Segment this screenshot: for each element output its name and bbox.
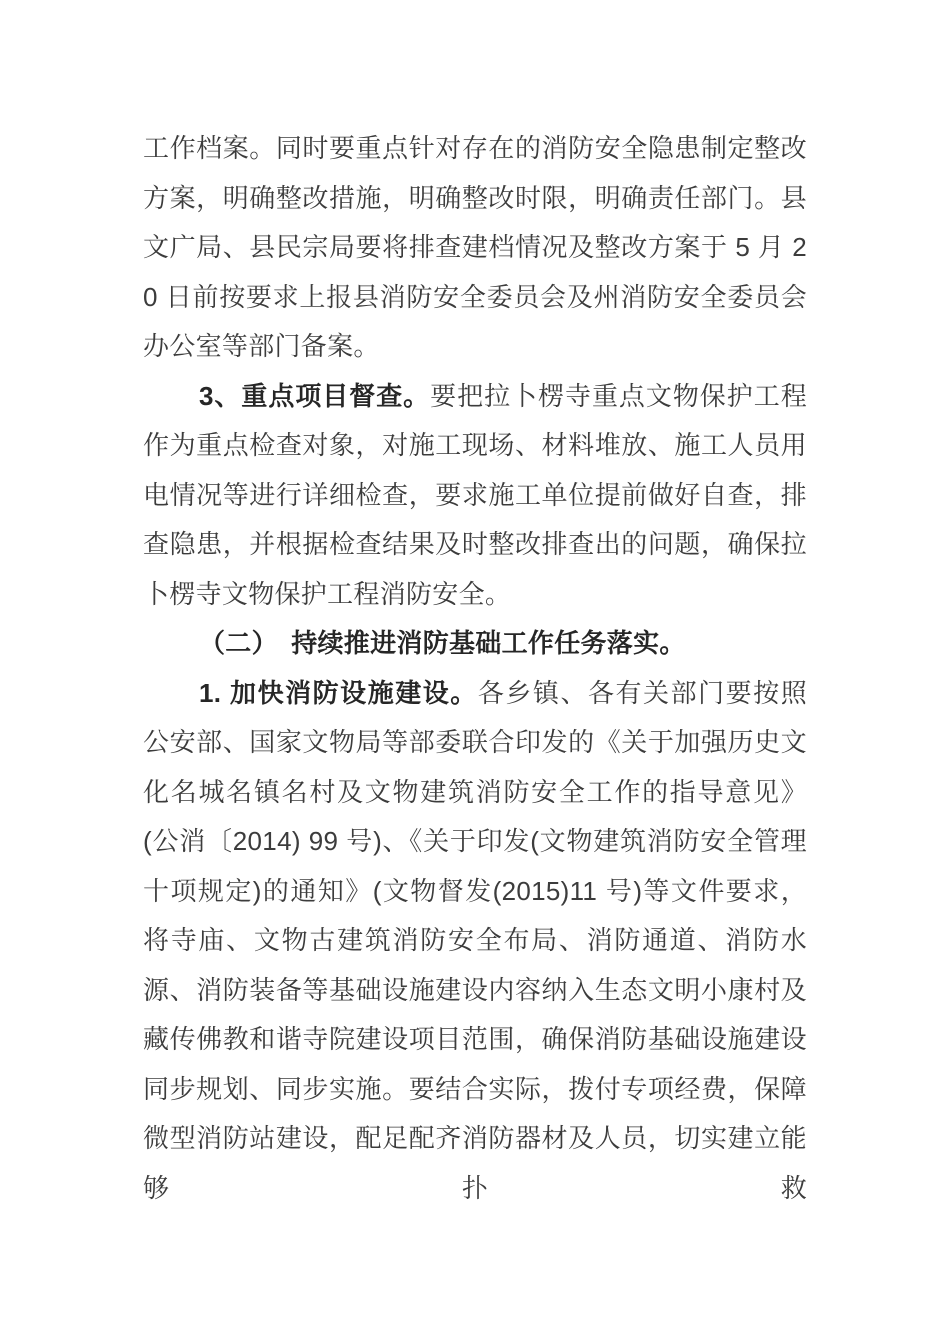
paragraph-lead-bold: 3、重点项目督查。: [199, 380, 431, 411]
paragraph-archive-rectification: [143, 124, 807, 372]
paragraph-lead-bold: 1. 加快消防设施建设。: [199, 677, 478, 708]
paragraph-fire-facility-construction: [143, 669, 807, 1214]
paragraph-text: 各乡镇、各有关部门要按照公安部、国家文物局等部委联合印发的《关于加强历史文化名城名镇名村及文物建筑消防安全工作的指导意见》(公消〔2014) 99 号)、《关于印发(文物建筑消防安全管理十项规定)的通知》(文物督发(2015)11 号)等文件要求，将寺庙、文物古建筑消防安全布局、消防通道、消防水源、消防装备等基础设施建设内容纳入生态文明小康村及藏传佛教和谐寺院建设项目范围，确保消防基础设施建设同步规划、同步实施。要结合实际，拨付专项经费，保障微型消防站建设，配足配齐消防器材及人员，切实建立能够扑救: [143, 677, 807, 1203]
heading-text: （二） 持续推进消防基础工作任务落实。: [199, 628, 686, 658]
paragraph-text: 工作档案。同时要重点针对存在的消防安全隐患制定整改方案，明确整改措施，明确整改时限，明确责任部门。县文广局、县民宗局要将排查建档情况及整改方案于 5 月 20 日前按要求上报县消防安全委员会及州消防安全委员会办公室等部门备案。: [143, 133, 807, 361]
paragraph-key-project-supervision: [143, 372, 807, 620]
heading-section-two: [143, 619, 807, 669]
paragraph-text: 要把拉卜楞寺重点文物保护工程作为重点检查对象，对施工现场、材料堆放、施工人员用电情况等进行详细检查，要求施工单位提前做好自查，排查隐患，并根据检查结果及时整改排查出的问题，确保拉卜楞寺文物保护工程消防安全。: [143, 380, 807, 609]
